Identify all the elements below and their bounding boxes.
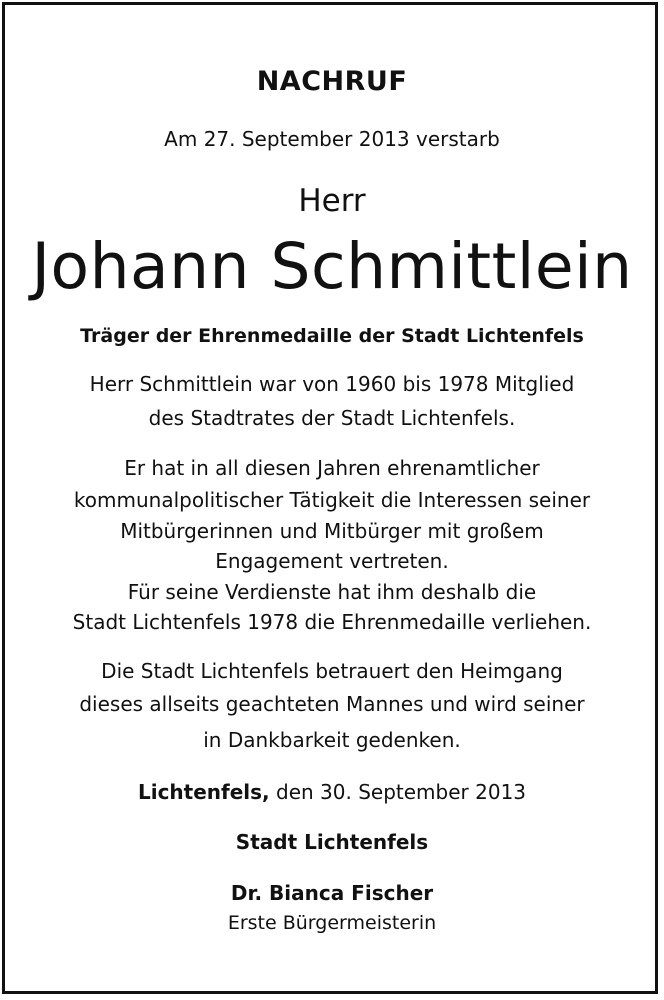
paragraph-2-line-6: Stadt Lichtenfels 1978 die Ehrenmedaille verliehen. [72, 610, 592, 634]
paragraph-3-line-1: Die Stadt Lichtenfels betrauert den Heimgang [101, 659, 563, 683]
paragraph-2-line-5: Für seine Verdienste hat ihm deshalb die [127, 580, 537, 604]
paragraph-1-line-1: Herr Schmittlein war von 1960 bis 1978 Mitglied [89, 372, 575, 396]
death-date-line: Am 27. September 2013 verstarb [164, 127, 500, 151]
deceased-name: Johann Schmittlein [31, 230, 633, 303]
paragraph-1-line-2: des Stadtrates der Stadt Lichtenfels. [148, 406, 516, 430]
paragraph-3-line-2: dieses allseits geachteten Mannes und wird seiner [79, 692, 585, 716]
honor-title: Träger der Ehrenmedaille der Stadt Lichtenfels [80, 325, 584, 347]
place-date-line [0, 780, 664, 804]
paragraph-3-line-3: in Dankbarkeit gedenken. [203, 728, 461, 752]
paragraph-2-line-3: Mitbürgerinnen und Mitbürger mit großem [120, 519, 544, 543]
paragraph-2-line-2: kommunalpolitischer Tätigkeit die Interessen seiner [73, 488, 591, 512]
closing-date: den 30. September 2013 [276, 780, 527, 804]
signer-name: Dr. Bianca Fischer [230, 881, 434, 905]
salutation: Herr [298, 183, 366, 219]
paragraph-2-line-1: Er hat in all diesen Jahren ehrenamtlicher [124, 456, 540, 480]
paragraph-2-line-4: Engagement vertreten. [215, 549, 449, 573]
issuer-name: Stadt Lichtenfels [235, 830, 429, 854]
signer-title: Erste Bürgermeisterin [227, 912, 437, 934]
closing-place: Lichtenfels, [137, 780, 270, 804]
notice-heading: NACHRUF [256, 66, 408, 97]
